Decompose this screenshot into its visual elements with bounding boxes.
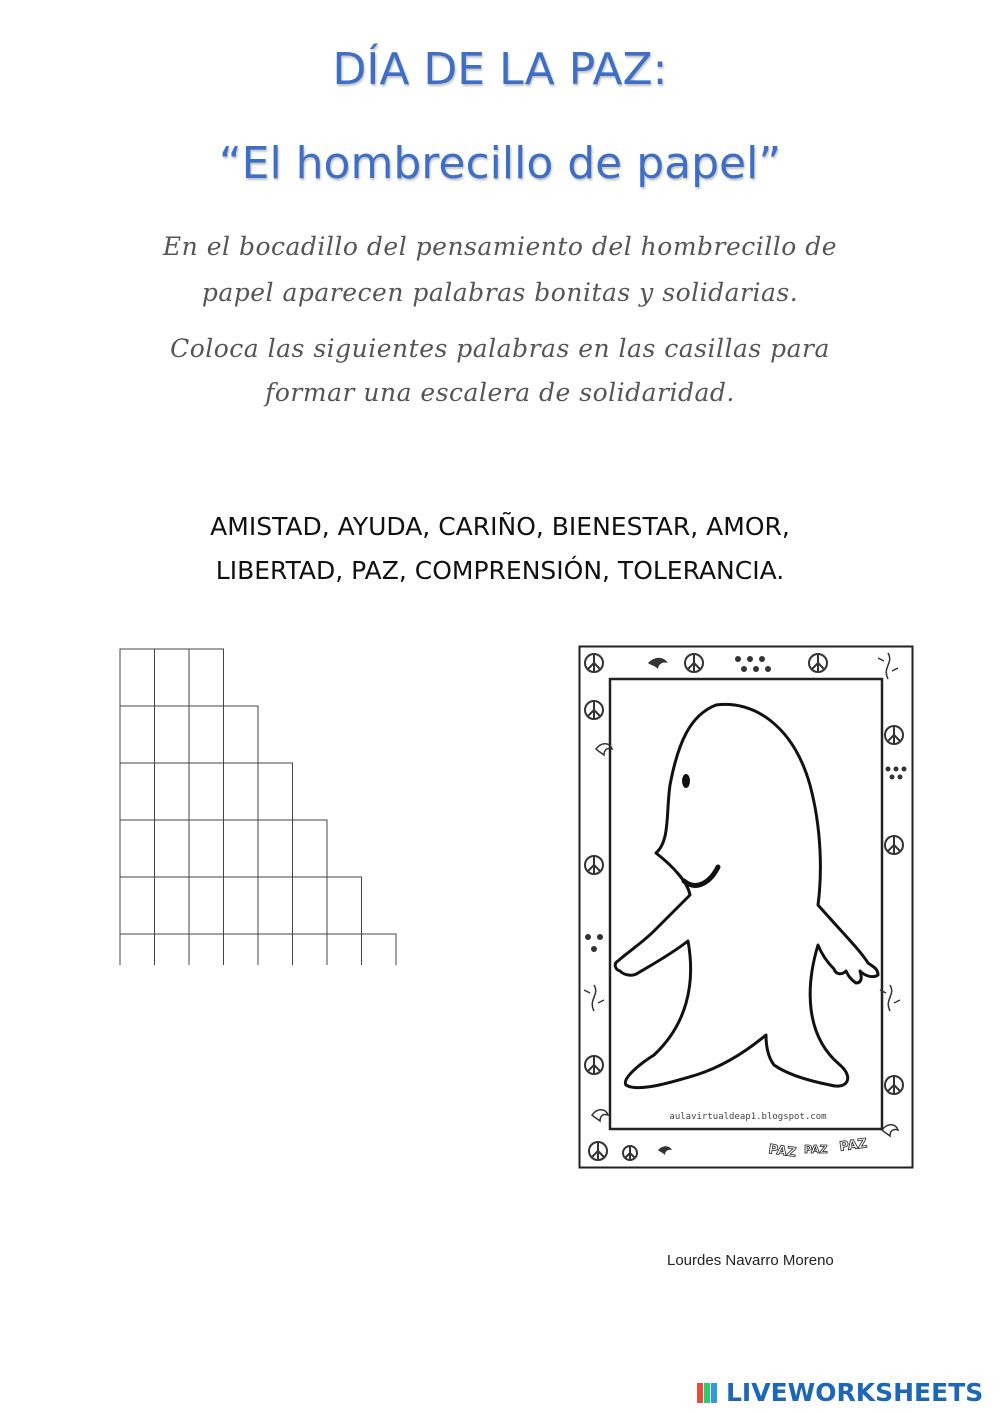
- letter-cell[interactable]: [224, 820, 259, 877]
- word-list-line: AMISTAD, AYUDA, CARIÑO, BIENESTAR, AMOR,: [210, 512, 790, 541]
- letter-cell[interactable]: [120, 934, 155, 965]
- letter-cell[interactable]: [327, 934, 362, 965]
- illustration-watermark: aulavirtualdeap1.blogspot.com: [669, 1112, 827, 1122]
- letter-cell[interactable]: [120, 649, 155, 706]
- brand-logo: [696, 1377, 983, 1407]
- letter-cell[interactable]: [189, 763, 224, 820]
- letter-cell[interactable]: [120, 706, 155, 763]
- letter-cell[interactable]: [155, 649, 190, 706]
- letter-cell[interactable]: [155, 877, 190, 934]
- author-credit: Lourdes Navarro Moreno: [667, 1252, 834, 1269]
- instruction-line: papel aparecen palabras bonitas y solidarias.: [201, 278, 799, 307]
- word-list-line: LIBERTAD, PAZ, COMPRENSIÓN, TOLERANCIA.: [215, 556, 785, 585]
- letter-cell[interactable]: [189, 934, 224, 965]
- letter-cell[interactable]: [327, 877, 362, 934]
- letter-cell[interactable]: [189, 820, 224, 877]
- peace-word: PAZ: [838, 1136, 869, 1155]
- letter-cell[interactable]: [293, 820, 328, 877]
- letter-cell[interactable]: [120, 763, 155, 820]
- letter-cell[interactable]: [120, 877, 155, 934]
- letter-cell[interactable]: [224, 934, 259, 965]
- brand-name: LIVEWORKSHEETS: [726, 1377, 984, 1407]
- letter-cell[interactable]: [224, 877, 259, 934]
- instruction-line: Coloca las siguientes palabras en las casillas para: [170, 334, 830, 363]
- liveworksheets-logo-icon: [696, 1379, 722, 1405]
- peace-word: PAZ: [804, 1143, 828, 1156]
- letter-cell[interactable]: [293, 877, 328, 934]
- letter-cell[interactable]: [189, 649, 224, 706]
- eye: [682, 774, 690, 788]
- letter-cell[interactable]: [258, 877, 293, 934]
- instruction-line: En el bocadillo del pensamiento del hombrecillo de: [162, 232, 838, 261]
- page-subtitle: “El hombrecillo de papel”: [218, 138, 782, 189]
- letter-cell[interactable]: [155, 820, 190, 877]
- letter-cell[interactable]: [293, 934, 328, 965]
- word-staircase-grid: [118, 645, 500, 965]
- paper-man-illustration: [578, 645, 914, 1169]
- peace-word: PAZ: [767, 1142, 798, 1161]
- letter-cell[interactable]: [120, 820, 155, 877]
- letter-cell[interactable]: [258, 763, 293, 820]
- letter-cell[interactable]: [362, 934, 397, 965]
- letter-cell[interactable]: [258, 820, 293, 877]
- instruction-line: formar una escalera de solidaridad.: [265, 378, 735, 407]
- letter-cell[interactable]: [189, 877, 224, 934]
- letter-cell[interactable]: [224, 706, 259, 763]
- page-title: DÍA DE LA PAZ:: [332, 44, 668, 95]
- letter-cell[interactable]: [155, 763, 190, 820]
- letter-cell[interactable]: [155, 706, 190, 763]
- letter-cell[interactable]: [224, 763, 259, 820]
- letter-cell[interactable]: [155, 934, 190, 965]
- letter-cell[interactable]: [258, 934, 293, 965]
- letter-cell[interactable]: [189, 706, 224, 763]
